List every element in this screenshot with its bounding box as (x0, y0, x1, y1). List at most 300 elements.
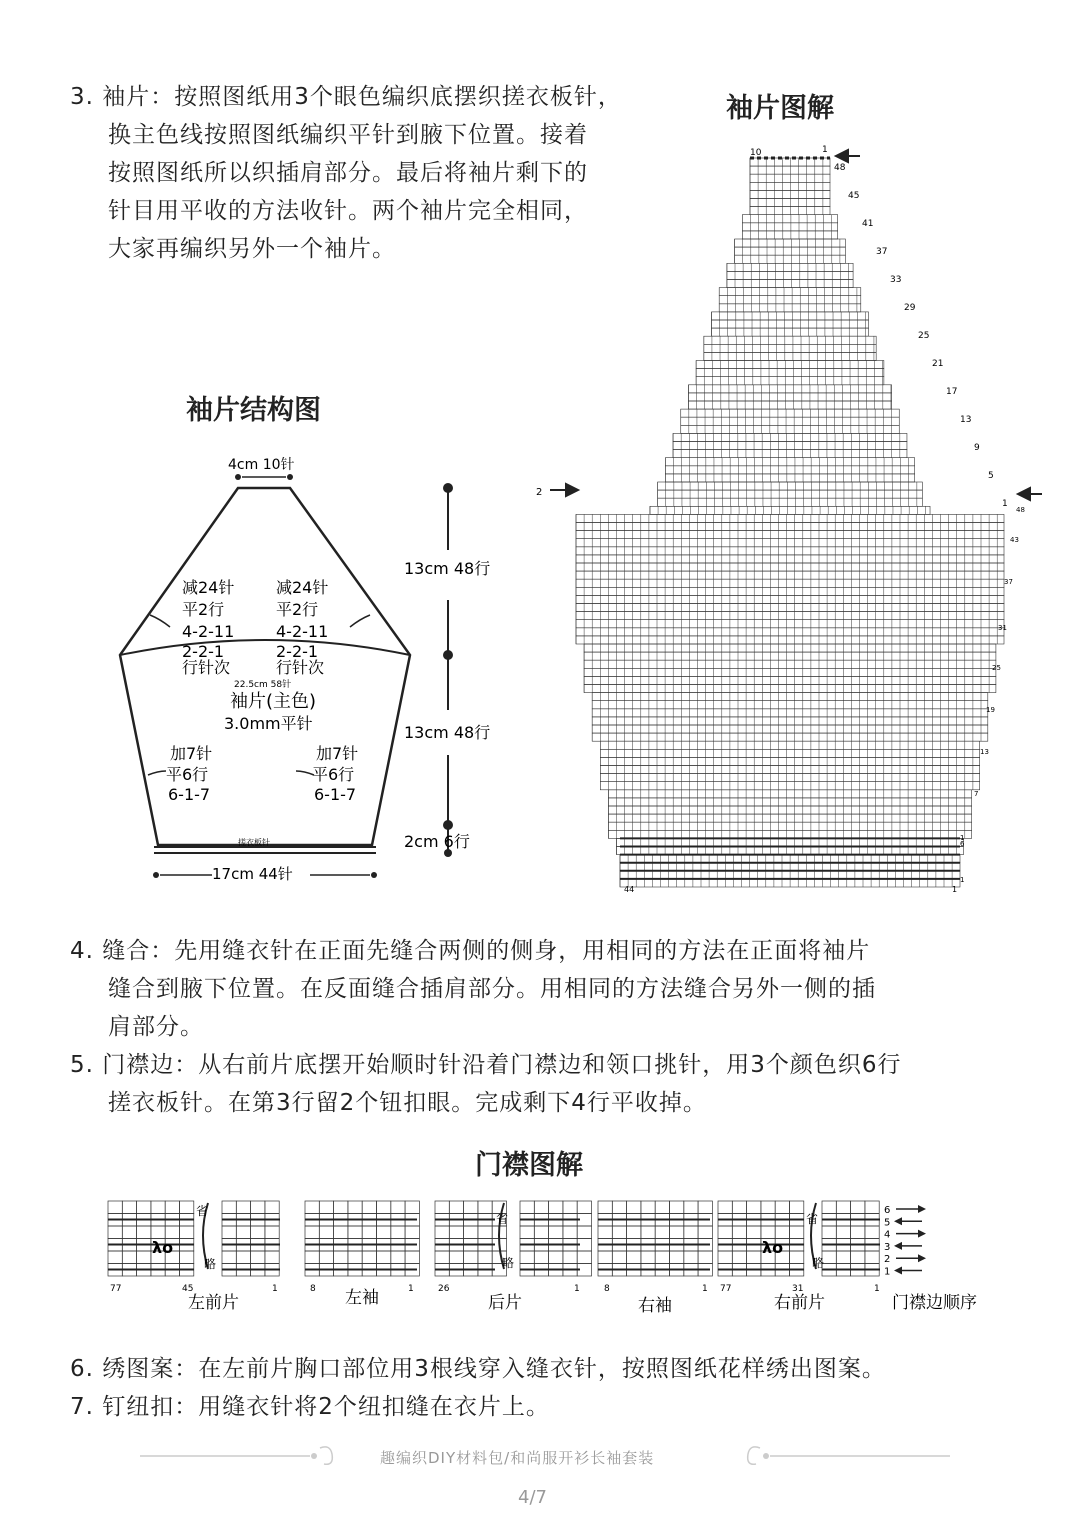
omit-bottom-3: 略 (812, 1256, 825, 1270)
placket-cell (718, 1226, 732, 1239)
order-row-number: 5 (884, 1217, 891, 1229)
dec-right-4: 2-2-1 (276, 642, 319, 661)
order-arrow-head (894, 1217, 902, 1225)
chart-row (727, 263, 853, 271)
dec-right-5: 行针次 (276, 658, 325, 677)
chart-row (719, 296, 861, 304)
step-4-line-3: 肩部分。 (108, 1014, 204, 1040)
placket-cell (698, 1251, 712, 1264)
p2-num-right: 1 (408, 1284, 414, 1294)
placket-cell (655, 1251, 669, 1264)
placket-cell (362, 1226, 376, 1239)
chart-row (576, 539, 1004, 547)
placket-cell (362, 1251, 376, 1264)
chart-row-number: 7 (974, 790, 979, 798)
placket-cell (612, 1226, 626, 1239)
omit-top-3: 省 (806, 1212, 819, 1226)
chart-row (704, 336, 876, 344)
placket-cell (732, 1251, 746, 1264)
height-1-label: 13cm 48行 (404, 559, 491, 578)
arrow-left-head (566, 484, 578, 496)
chart-row (576, 547, 1004, 555)
placket-cell (435, 1201, 449, 1214)
chart-row-number: 29 (904, 303, 916, 313)
chart-row (592, 717, 988, 725)
placket-cell (334, 1226, 348, 1239)
mid-width-label: 22.5cm 58针 (234, 680, 292, 690)
placket-symbol-1: λo (152, 1238, 174, 1257)
placket-cell (790, 1251, 804, 1264)
chart-row-number: 31 (998, 624, 1007, 632)
placket-cell (251, 1251, 265, 1264)
omit-bottom-1: 略 (204, 1257, 217, 1271)
placket-cell (165, 1226, 179, 1239)
dec-left-5: 行针次 (182, 658, 231, 677)
placket-cell (334, 1251, 348, 1264)
placket-cell (236, 1201, 250, 1214)
inc-left-1: 加7针 (170, 744, 213, 763)
chart-row-number: 25 (992, 664, 1001, 672)
placket-cell (761, 1226, 775, 1239)
placket-cell (698, 1226, 712, 1239)
p5-num-left: 77 (720, 1284, 732, 1294)
chart-row (688, 401, 891, 409)
placket-cell (836, 1251, 850, 1264)
chart-row (608, 830, 971, 838)
placket-cell (435, 1251, 449, 1264)
step-3-line-1: 3. 袖片：按照图纸用3个眼色编织底摆织搓衣板针， (70, 84, 622, 110)
placket-cell (348, 1201, 362, 1214)
placket-cell (684, 1201, 698, 1214)
placket-cell (251, 1226, 265, 1239)
placket-cell (391, 1226, 405, 1239)
arrow-right-head (1018, 488, 1030, 500)
placket-cell (534, 1251, 548, 1264)
placket-cell (534, 1201, 548, 1214)
mid-curve (120, 640, 410, 655)
p1-num-left: 77 (110, 1284, 122, 1294)
placket-cell (377, 1201, 391, 1214)
placket-cell (222, 1226, 236, 1239)
placket-cell (718, 1201, 732, 1214)
placket-cell (822, 1201, 836, 1214)
placket-cell (598, 1201, 612, 1214)
placket-cell (334, 1201, 348, 1214)
dec-left-2: 平2行 (182, 600, 225, 619)
placket-cell (520, 1251, 534, 1264)
inc-left-3: 6-1-7 (168, 785, 211, 804)
placket-cell (520, 1226, 534, 1239)
chart-row (576, 523, 1004, 531)
needle-label: 3.0mm平针 (224, 714, 313, 733)
chart-row (576, 514, 1004, 522)
placket-cell (377, 1226, 391, 1239)
chart-top-left-label: 10 (750, 148, 762, 158)
order-arrow-head (918, 1230, 926, 1238)
height-3-label: 2cm 6行 (404, 832, 470, 851)
chart-row (704, 352, 876, 360)
p4-num-right: 1 (702, 1284, 708, 1294)
chart-row (750, 199, 830, 207)
placket-cell (577, 1201, 591, 1214)
sleeve-chart-grid (576, 158, 1004, 887)
chart-row-number: 1 (1002, 499, 1008, 509)
placket-cell (865, 1226, 879, 1239)
p2-name: 左袖 (345, 1288, 379, 1308)
placket-cell (265, 1201, 279, 1214)
footer-text: 趣编织DIY材料包/和尚服开衫长袖套装 (380, 1449, 655, 1467)
placket-cell (684, 1251, 698, 1264)
chart-row (576, 595, 1004, 603)
arrow-top-right-head (836, 150, 848, 162)
placket-cell (449, 1251, 463, 1264)
placket-chart (100, 1195, 1020, 1320)
chart-row (750, 207, 830, 215)
placket-cell (577, 1251, 591, 1264)
placket-cell (449, 1201, 463, 1214)
chart-row (735, 255, 846, 263)
chart-row-number: 25 (918, 331, 930, 341)
placket-cell (534, 1226, 548, 1239)
placket-cell (319, 1251, 333, 1264)
chart-row (673, 433, 907, 441)
placket-cell (684, 1226, 698, 1239)
placket-cell (563, 1226, 577, 1239)
chart-row (688, 393, 891, 401)
placket-cell (563, 1201, 577, 1214)
page-number: 4/7 (518, 1487, 547, 1508)
placket-cell (775, 1226, 789, 1239)
order-arrows (884, 1205, 926, 1278)
placket-cell (435, 1226, 449, 1239)
chart-top-right-label: 1 (822, 145, 828, 155)
placket-cell (747, 1251, 761, 1264)
p2-num-left: 8 (310, 1284, 316, 1294)
placket-cell (747, 1201, 761, 1214)
chart-row (617, 838, 964, 846)
order-label: 门襟边顺序 (892, 1293, 977, 1313)
omit-top-2: 省 (496, 1212, 509, 1226)
placket-cell (790, 1201, 804, 1214)
placket-cell (449, 1226, 463, 1239)
p1-name: 左前片 (188, 1293, 239, 1313)
step-3-line-5: 大家再编织另外一个袖片。 (108, 236, 396, 262)
chart-row (665, 474, 914, 482)
placket-cell (761, 1201, 775, 1214)
dec-right-tick (350, 615, 370, 627)
chart-row-number: 9 (974, 443, 980, 453)
p1-num-right: 1 (272, 1284, 278, 1294)
sleeve-chart-arrows (550, 150, 1042, 500)
placket-cell (612, 1251, 626, 1264)
placket-cell (305, 1201, 319, 1214)
chart-row-number: 45 (848, 191, 860, 201)
sleeve-outline (120, 488, 410, 845)
placket-cell (836, 1201, 850, 1214)
placket-cell (718, 1251, 732, 1264)
placket-cell (822, 1226, 836, 1239)
chart-row (617, 847, 964, 855)
placket-cell (137, 1226, 151, 1239)
placket-cell (598, 1226, 612, 1239)
chart-row (592, 709, 988, 717)
order-row-number: 3 (884, 1241, 891, 1253)
step-4-line-1: 4. 缝合：先用缝衣针在正面先缝合两侧的侧身，用相同的方法在正面将袖片 (70, 938, 871, 964)
chart-row (658, 482, 923, 490)
chart-row (735, 247, 846, 255)
placket-cell (732, 1201, 746, 1214)
step-6-line: 6. 绣图案：在左前片胸口部位用3根线穿入缝衣针，按照图纸花样绣出图案。 (70, 1356, 886, 1382)
chart-row (592, 725, 988, 733)
placket-cell (549, 1201, 563, 1214)
placket-cell (641, 1201, 655, 1214)
chart-row-number: 37 (1004, 578, 1013, 586)
step-3-line-4: 针目用平收的方法收针。两个袖片完全相同， (108, 198, 588, 224)
inc-right-1: 加7针 (316, 744, 359, 763)
chart-row (576, 628, 1004, 636)
dec-right-3: 4-2-11 (276, 622, 329, 641)
chart-row-number: 37 (876, 247, 888, 257)
chart-row-number: 21 (932, 359, 944, 369)
chart-row-number: 1 (960, 876, 965, 884)
placket-cell (391, 1251, 405, 1264)
chart-row (650, 506, 930, 514)
chart-row-number: 17 (946, 387, 958, 397)
chart-row (576, 636, 1004, 644)
placket-cell (836, 1226, 850, 1239)
chart-row (665, 458, 914, 466)
chart-row (608, 790, 971, 798)
chart-row (735, 239, 846, 247)
p3-num-left: 26 (438, 1284, 450, 1294)
chart-row (608, 806, 971, 814)
chart-row (592, 701, 988, 709)
height-2-label: 13cm 48行 (404, 723, 491, 742)
chart-right-labels (834, 163, 1025, 884)
chart-row (576, 555, 1004, 563)
chart-row (681, 425, 900, 433)
p3-name: 后片 (488, 1293, 522, 1313)
placket-cell (305, 1226, 319, 1239)
chart-row (712, 328, 869, 336)
p1-num-mid: 45 (182, 1284, 194, 1294)
chart-row-number: 48 (834, 163, 846, 173)
placket-cell (520, 1201, 534, 1214)
chart-row-number: 19 (986, 706, 995, 714)
placket-cell (348, 1251, 362, 1264)
placket-cell (122, 1251, 136, 1264)
chart-row (704, 344, 876, 352)
chart-row (658, 498, 923, 506)
order-arrow-head (894, 1267, 902, 1275)
top-width-label: 4cm 10针 (228, 457, 295, 473)
chart-row-number: 41 (862, 219, 874, 229)
chart-row (712, 320, 869, 328)
placket-cell (222, 1201, 236, 1214)
chart-row (696, 361, 884, 369)
chart-row (750, 190, 830, 198)
chart-bottom-right-label: 1 (952, 885, 958, 894)
placket-cell (655, 1201, 669, 1214)
chart-row (750, 158, 830, 166)
chart-row (608, 814, 971, 822)
placket-cell (563, 1251, 577, 1264)
step-5-line-2: 搓衣板针。在第3行留2个钮扣眼。完成剩下4行平收掉。 (108, 1090, 707, 1116)
dec-right-1: 减24针 (276, 578, 329, 597)
placket-cell (137, 1251, 151, 1264)
placket-cell (641, 1226, 655, 1239)
placket-cell (319, 1226, 333, 1239)
placket-cell (670, 1226, 684, 1239)
placket-cell (549, 1226, 563, 1239)
structure-title: 袖片结构图 (186, 395, 321, 426)
chart-row (592, 733, 988, 741)
chart-row (584, 685, 996, 693)
placket-cell (464, 1251, 478, 1264)
chart-row (584, 668, 996, 676)
placket-cell (775, 1201, 789, 1214)
chart-row (608, 798, 971, 806)
chart-row-number: 13 (980, 748, 989, 756)
placket-cell (851, 1226, 865, 1239)
chart-row (576, 612, 1004, 620)
placket-cell (698, 1201, 712, 1214)
placket-cell (180, 1251, 194, 1264)
chart-row (696, 369, 884, 377)
placket-symbol-2: λo (762, 1238, 784, 1257)
step-3-line-3: 按照图纸所以织插肩部分。最后将袖片剩下的 (108, 160, 588, 186)
placket-cell (236, 1226, 250, 1239)
order-row-number: 1 (884, 1266, 891, 1278)
chart-row (712, 312, 869, 320)
dec-left-4: 2-2-1 (182, 642, 225, 661)
placket-cell (236, 1251, 250, 1264)
placket-cell (670, 1201, 684, 1214)
chart-row (576, 563, 1004, 571)
placket-cell (405, 1251, 419, 1264)
placket-cell (577, 1226, 591, 1239)
placket-cell (478, 1201, 492, 1214)
placket-cell (180, 1226, 194, 1239)
chart-row-number: 5 (988, 471, 994, 481)
placket-cell (265, 1226, 279, 1239)
order-row-number: 4 (884, 1229, 891, 1241)
placket-cell (391, 1201, 405, 1214)
placket-cell (655, 1226, 669, 1239)
placket-cell (627, 1201, 641, 1214)
chart-row (665, 466, 914, 474)
step-5-line-1: 5. 门襟边：从右前片底摆开始顺时针沿着门襟边和领口挑针，用3个颜色织6行 (70, 1052, 902, 1078)
p4-name: 右袖 (638, 1296, 672, 1316)
inc-right-2: 平6行 (312, 765, 355, 784)
order-arrow-head (918, 1254, 926, 1262)
placket-cell (790, 1226, 804, 1239)
chart-row (576, 571, 1004, 579)
order-arrow-head (918, 1205, 926, 1213)
placket-cell (165, 1201, 179, 1214)
chart-row (727, 271, 853, 279)
placket-cell (405, 1201, 419, 1214)
chart-row (681, 409, 900, 417)
placket-cell (865, 1251, 879, 1264)
omit-top-1: 省 (196, 1204, 209, 1218)
chart-row (750, 166, 830, 174)
chart-row-number: 43 (1010, 536, 1019, 544)
dec-left-3: 4-2-11 (182, 622, 235, 641)
placket-cell (851, 1251, 865, 1264)
placket-cell (464, 1201, 478, 1214)
structure-diagram (100, 455, 520, 895)
chart-row (584, 676, 996, 684)
order-arrow-head (894, 1242, 902, 1250)
p4-num-left: 8 (604, 1284, 610, 1294)
placket-cell (348, 1226, 362, 1239)
placket-cell (405, 1226, 419, 1239)
bottom-width-label: 17cm 44针 (212, 865, 293, 883)
placket-cell (305, 1251, 319, 1264)
p5-name: 右前片 (774, 1293, 825, 1313)
dec-left-1: 减24针 (182, 578, 235, 597)
rib-label: 搓衣板针 (238, 838, 270, 847)
placket-cell (251, 1201, 265, 1214)
placket-cell (108, 1226, 122, 1239)
placket-cell (641, 1251, 655, 1264)
placket-cell (377, 1251, 391, 1264)
chart-row (727, 280, 853, 288)
placket-cell (362, 1201, 376, 1214)
order-row-number: 2 (884, 1254, 891, 1266)
placket-cell (122, 1201, 136, 1214)
step-4-line-2: 缝合到腋下位置。在反面缝合插肩部分。用相同的方法缝合另外一侧的插 (108, 976, 876, 1002)
chart-row (696, 377, 884, 385)
placket-cell (137, 1201, 151, 1214)
p5-num-right-mid: 31 (792, 1284, 804, 1294)
chart-row (576, 587, 1004, 595)
placket-cell (151, 1201, 165, 1214)
placket-cell (549, 1251, 563, 1264)
placket-cell (222, 1251, 236, 1264)
chart-row (576, 620, 1004, 628)
chart-row (750, 182, 830, 190)
dec-left-tick (150, 615, 170, 627)
chart-row-number: 13 (960, 415, 972, 425)
dec-right-2: 平2行 (276, 600, 319, 619)
placket-cell (732, 1226, 746, 1239)
step-7-line: 7. 钉纽扣：用缝衣针将2个纽扣缝在衣片上。 (70, 1394, 550, 1420)
placket-cell (627, 1251, 641, 1264)
placket-cell (598, 1251, 612, 1264)
placket-cell (265, 1251, 279, 1264)
placket-cell (851, 1201, 865, 1214)
chart-row (576, 579, 1004, 587)
body-label: 袖片(主色) (230, 691, 317, 712)
chart-row (576, 531, 1004, 539)
chart-row-number: 48 (1016, 506, 1025, 514)
chart-row (673, 442, 907, 450)
inc-left-2: 平6行 (166, 765, 209, 784)
placket-title: 门襟图解 (475, 1150, 583, 1181)
chart-row (688, 385, 891, 393)
placket-cell (865, 1201, 879, 1214)
placket-cell (180, 1201, 194, 1214)
placket-cell (670, 1251, 684, 1264)
chart-row (584, 652, 996, 660)
chart-row-number: 6 (960, 840, 965, 848)
chart-row (681, 417, 900, 425)
p5-num-right: 1 (874, 1284, 880, 1294)
chart-row (750, 174, 830, 182)
chart-row-number: 33 (890, 275, 902, 285)
